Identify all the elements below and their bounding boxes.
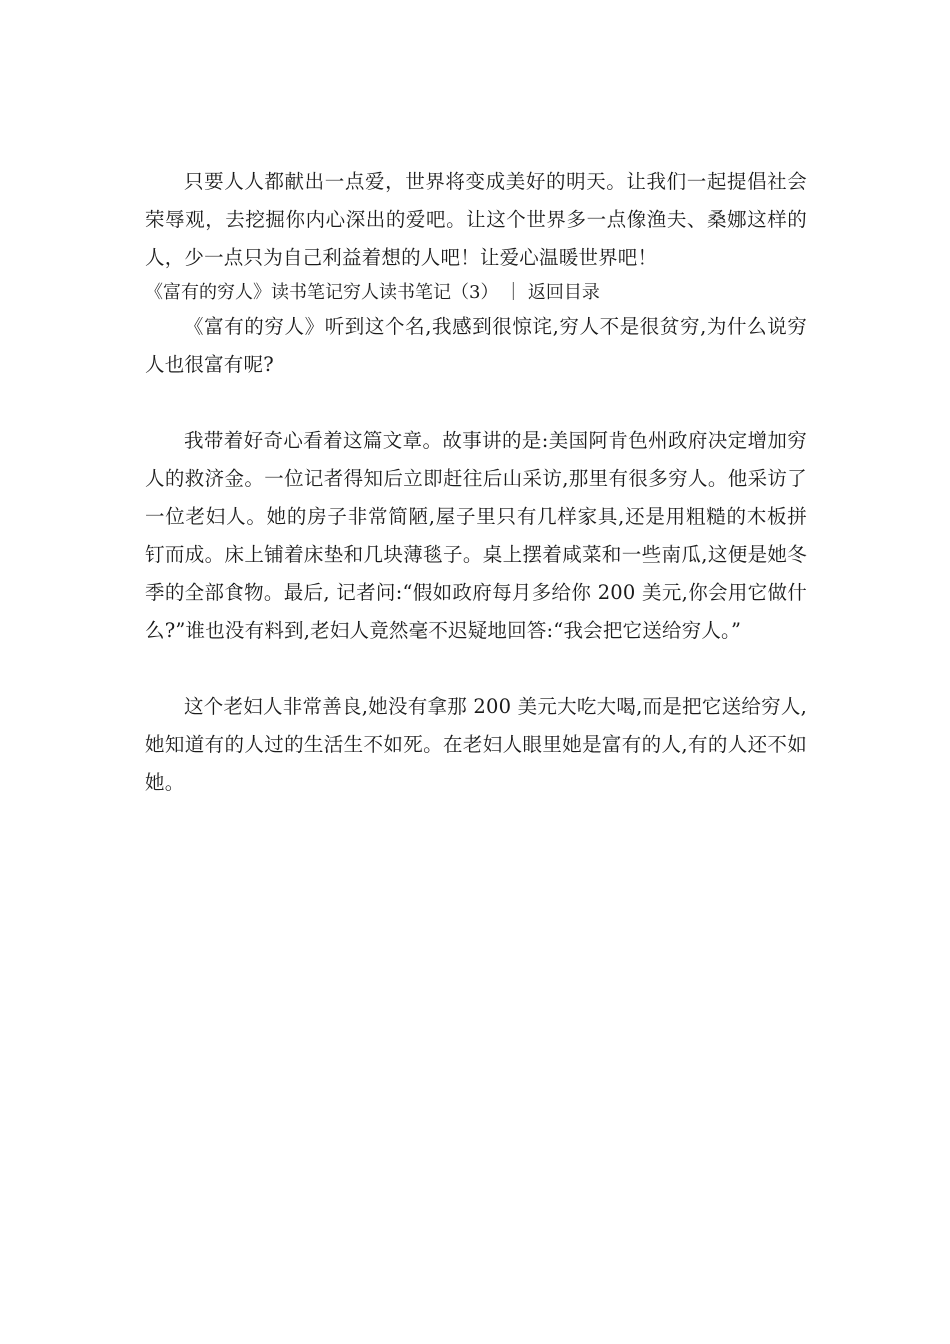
section-heading	[145, 280, 807, 306]
paragraph-1: 《富有的穷人》听到这个名,我感到很惊诧,穷人不是很贫穷,为什么说穷人也很富有呢?	[145, 315, 807, 376]
section-separator: ｜	[504, 282, 523, 303]
paragraph-3: 这个老妇人非常善良,她没有拿那 200 美元大吃大喝,而是把它送给穷人,她知道有的人过的生活生不如死。在老妇人眼里她是富有的人,有的人还不如她。	[145, 695, 807, 794]
section-title: 《富有的穷人》读书笔记穷人读书笔记（3）	[145, 282, 499, 303]
paragraph-gap	[145, 384, 807, 422]
intro-paragraph: 只要人人都献出一点爱，世界将变成美好的明天。让我们一起提倡社会荣辱观，去挖掘你内心深出的爱吧。让这个世界多一点像渔夫、桑娜这样的人，少一点只为自己利益着想的人吧！让爱心温暖世界吧！	[145, 170, 807, 269]
paragraph-2: 我带着好奇心看着这篇文章。故事讲的是:美国阿肯色州政府决定增加穷人的救济金。一位记者得知后立即赶往后山采访,那里有很多穷人。他采访了一位老妇人。她的房子非常简陋,屋子里只有几样家具,还是用粗糙的木板拼钉而成。床上铺着床垫和几块薄毯子。桌上摆着咸菜和一些南瓜,这便是她冬季的全部食物。最后, 记者问:“假如政府每月多给你 200 美元,你会用它做什么?”谁也没有料到,老妇人竟然毫不迟疑地回答:“我会把它送给穷人。”	[145, 429, 807, 642]
document-body	[145, 163, 807, 802]
paragraph-gap	[145, 650, 807, 688]
return-to-toc-link[interactable]: 返回目录	[527, 282, 600, 303]
